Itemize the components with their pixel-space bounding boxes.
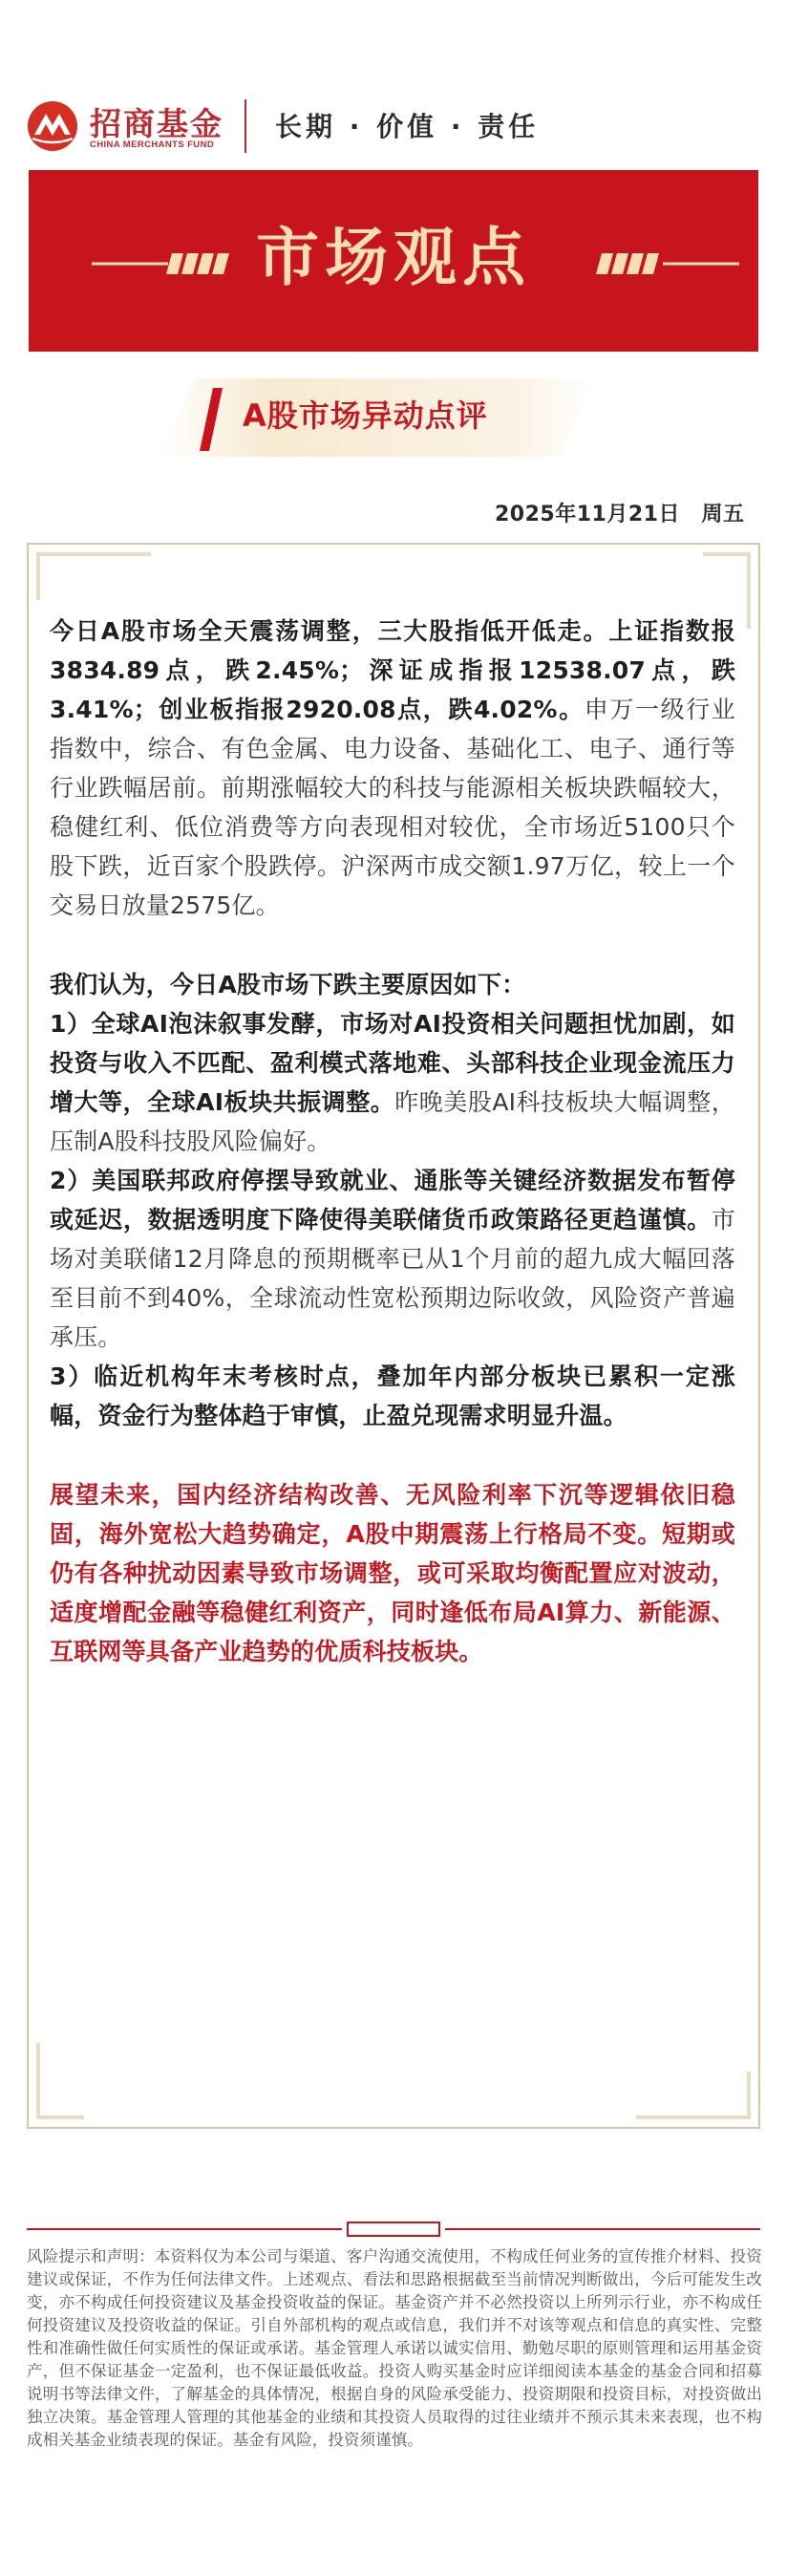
frame-corner-icon: [27, 543, 151, 600]
brand-name-en: CHINA MERCHANTS FUND: [90, 140, 215, 150]
reasons-intro: 我们认为，今日A股市场下跌主要原因如下：: [50, 971, 526, 998]
report-subtitle: A股市场异动点评: [243, 397, 488, 434]
reason-1-highlight: 1）全球AI泡沫叙事发酵，市场对AI投资相关问题担忧加剧，如投资与收入不匹配、盈利模式落地难、头部科技企业现金流压力增大等，全球AI板块共振调整。: [50, 1010, 735, 1116]
title-banner: [29, 170, 758, 352]
market-summary-detail: 申万一级行业指数中，综合、有色金属、电力设备、基础化工、电子、通行等行业跌幅居前。前期涨幅较大的科技与能源相关板块跌幅较大，稳健红利、低位消费等方向表现相对较优，全市场近5100只个股下跌，近百家个股跌停。沪深两市成交额1.97万亿，较上一个交易日放量2575亿。: [50, 696, 735, 919]
outlook-paragraph: 展望未来，国内经济结构改善、无风险利率下沉等逻辑依旧稳固，海外宽松大趋势确定，A股中期震荡上行格局不变。短期或仍有各种扰动因素导致市场调整，或可采取均衡配置应对波动，适度增配金融等稳健红利资产，同时逢低布局AI算力、新能源、互联网等具备产业趋势的优质科技板块。: [50, 1481, 735, 1665]
risk-disclaimer: 风险提示和声明：本资料仅为本公司与渠道、客户沟通交流使用，不构成任何业务的宣传推介材料、投资建议或保证，不作为任何法律文件。上述观点、看法和思路根据截至当前情况判断做出，今后可能发生改变，亦不构成任何投资建议及基金投资收益的保证。基金资产并不必然投资以上所列示行业，亦不构成任何投资建议及投资收益的保证。引自外部机构的观点或信息，我们并不对该等观点和信息的真实性、完整性和准确性做任何实质性的保证或承诺。基金管理人承诺以诚实信用、勤勉尽职的原则管理和运用基金资产，但不保证基金一定盈利，也不保证最低收益。投资人购买基金时应详细阅读本基金的基金合同和招募说明书等法律文件，了解基金的具体情况，根据自身的风险承受能力、投资期限和投资目标，对投资做出独立决策。基金管理人管理的其他基金的业绩和其投资人员取得的过往业绩并不预示其未来表现，也不构成相关基金业绩表现的保证。基金有风险，投资须谨慎。: [27, 2247, 762, 2449]
report-date: 2025年11月21日 周五: [495, 503, 745, 526]
frame-corner-icon: [636, 2072, 760, 2129]
cmf-logo-icon: [27, 100, 78, 152]
footer-divider: [27, 2220, 760, 2239]
market-summary-highlight: 今日A股市场全天震荡调整，三大股指低开低走。上证指数报3834.89点，跌2.45%；深证成指报12538.07点，跌3.41%；创业板指报2920.08点，跌4.02%。: [50, 617, 735, 723]
frame-corner-icon: [27, 2043, 84, 2129]
reason-1-detail: 昨晚美股AI科技板块大幅调整，压制A股科技股风险偏好。: [50, 1088, 735, 1155]
article-body: [50, 612, 735, 1671]
reason-2-detail: 市场对美联储12月降息的预期概率已从1个月前的超九成大幅回落至目前不到40%，全球流动性宽松预期边际收敛，风险资产普遍承压。: [50, 1206, 735, 1351]
brand-slogan: 长期 · 价值 · 责任: [275, 111, 540, 142]
header-divider: [245, 99, 246, 153]
banner-ornament-right-icon: [596, 253, 739, 274]
reason-item-3: 3）临近机构年末考核时点，叠加年内部分板块已累积一定涨幅，资金行为整体趋于审慎，止盈兑现需求明显升温。: [50, 1363, 735, 1429]
reason-item-1: [50, 1004, 735, 1161]
paragraph-market-summary: [50, 612, 735, 925]
page-title: 市场观点: [256, 221, 531, 294]
reason-item-2: [50, 1161, 735, 1357]
brand-name-cn: 招商基金: [90, 105, 223, 142]
reason-2-highlight: 2）美国联邦政府停摆导致就业、通胀等关键经济数据发布暂停或延迟，数据透明度下降使得美联储货币政策路径更趋谨慎。: [50, 1167, 735, 1234]
page-header: [0, 0, 787, 167]
